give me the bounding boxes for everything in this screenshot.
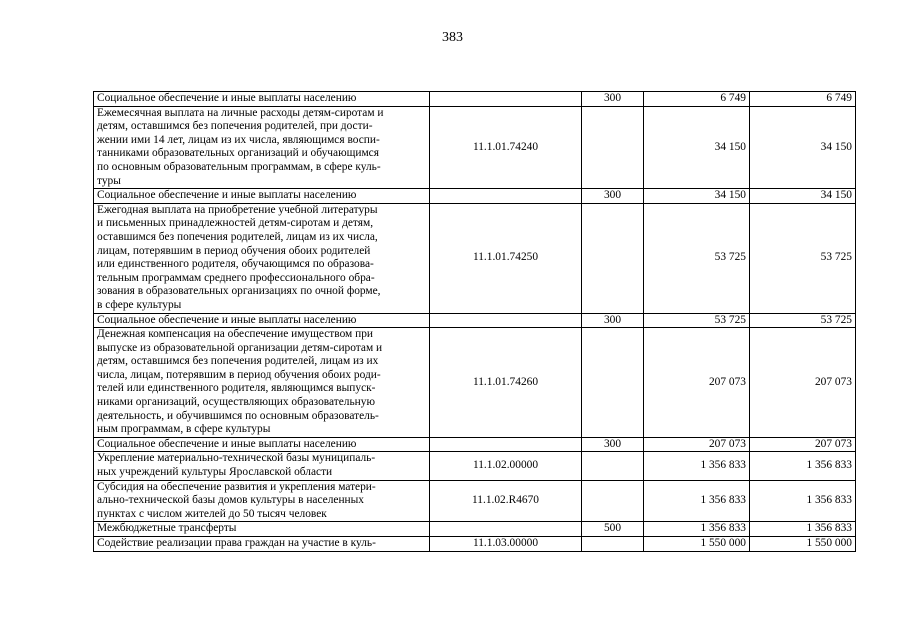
expense-name-line: танниками образовательных организаций и обучающимся xyxy=(97,147,379,160)
expense-name-cell xyxy=(94,480,430,522)
expense-name-cell xyxy=(94,203,430,313)
amount-year-2-cell: 1 550 000 xyxy=(750,537,856,552)
target-article-cell: 11.1.01.74240 xyxy=(430,106,582,189)
amount-year-1-cell: 1 356 833 xyxy=(644,480,750,522)
expense-name-line: выпуске из образовательной организации детям-сиротам и xyxy=(97,341,383,354)
expense-type-cell xyxy=(582,537,644,552)
expense-type-cell: 300 xyxy=(582,92,644,107)
table-row xyxy=(94,189,856,204)
budget-table xyxy=(93,91,856,552)
expense-name-line: Социальное обеспечение и иные выплаты населению xyxy=(97,313,357,326)
expense-name-line: телей или единственного родителя, являющимся выпуск- xyxy=(97,382,376,395)
amount-year-1-cell: 1 356 833 xyxy=(644,522,750,537)
table-row xyxy=(94,328,856,438)
expense-name-cell xyxy=(94,328,430,438)
expense-name-line: ально-технической базы домов культуры в населенных xyxy=(97,494,364,507)
amount-year-1-cell: 53 725 xyxy=(644,313,750,328)
table-row xyxy=(94,452,856,480)
expense-name-cell xyxy=(94,106,430,189)
expense-name-line: Межбюджетные трансферты xyxy=(97,522,237,535)
expense-name-line: Укрепление материально-технической базы муниципаль- xyxy=(97,452,376,465)
expense-name-line: никами организаций, осуществляющих образовательную xyxy=(97,396,375,409)
expense-name-line: ным программам, в сфере культуры xyxy=(97,423,271,436)
amount-year-2-cell: 34 150 xyxy=(750,106,856,189)
amount-year-2-cell: 207 073 xyxy=(750,437,856,452)
expense-name-line: жении ими 14 лет, лицам из их числа, являющимся воспи- xyxy=(97,133,380,146)
expense-name-line: деятельность, и обучившимся по основным образователь- xyxy=(97,409,379,422)
expense-name-line: туры xyxy=(97,174,121,187)
amount-year-1-cell: 207 073 xyxy=(644,328,750,438)
expense-name-line: Социальное обеспечение и иные выплаты населению xyxy=(97,92,357,104)
expense-name-line: детям, оставшимся без попечения родителей, лицам из их xyxy=(97,355,379,368)
amount-year-2-cell: 53 725 xyxy=(750,313,856,328)
table-row xyxy=(94,92,856,107)
table-row xyxy=(94,106,856,189)
expense-name-line: лицам, потерявшим в период обучения обоих родителей xyxy=(97,244,371,257)
expense-name-line: Денежная компенсация на обеспечение имуществом при xyxy=(97,328,373,341)
expense-name-line: числа, лицам, потерявшим в период обучения обоих роди- xyxy=(97,368,381,381)
expense-name-line: пунктах с числом жителей до 50 тысяч человек xyxy=(97,507,327,520)
target-article-cell: 11.1.02.R4670 xyxy=(430,480,582,522)
expense-name-line: и письменных принадлежностей детям-сиротам и детям, xyxy=(97,217,374,230)
target-article-cell xyxy=(430,313,582,328)
expense-name-line: в сфере культуры xyxy=(97,298,182,311)
expense-name-line: Ежемесячная выплата на личные расходы детям-сиротам и xyxy=(97,106,384,119)
target-article-cell: 11.1.03.00000 xyxy=(430,537,582,552)
expense-name-line: тельным программам среднего профессионального обра- xyxy=(97,271,375,284)
budget-table-body xyxy=(94,92,856,552)
expense-name-cell xyxy=(94,537,430,552)
amount-year-2-cell: 1 356 833 xyxy=(750,522,856,537)
amount-year-1-cell: 6 749 xyxy=(644,92,750,107)
expense-name-line: оставшимся без попечения родителей, лицам из их числа, xyxy=(97,230,378,243)
target-article-cell xyxy=(430,437,582,452)
table-row xyxy=(94,437,856,452)
amount-year-1-cell: 34 150 xyxy=(644,106,750,189)
expense-name-line: по основным образовательным программам, в сфере куль- xyxy=(97,160,381,173)
amount-year-1-cell: 1 550 000 xyxy=(644,537,750,552)
expense-name-line: ных учреждений культуры Ярославской области xyxy=(97,466,333,479)
amount-year-2-cell: 53 725 xyxy=(750,203,856,313)
expense-name-line: детям, оставшимся без попечения родителей, при дости- xyxy=(97,120,373,133)
expense-name-line: или единственного родителя, обучающимся по образова- xyxy=(97,258,374,271)
expense-type-cell xyxy=(582,480,644,522)
target-article-cell: 11.1.01.74260 xyxy=(430,328,582,438)
amount-year-1-cell: 207 073 xyxy=(644,437,750,452)
expense-name-cell xyxy=(94,313,430,328)
expense-name-line: зования в образовательных организациях по очной форме, xyxy=(97,285,381,298)
amount-year-1-cell: 53 725 xyxy=(644,203,750,313)
expense-type-cell: 500 xyxy=(582,522,644,537)
amount-year-2-cell: 207 073 xyxy=(750,328,856,438)
table-row xyxy=(94,313,856,328)
table-row xyxy=(94,203,856,313)
amount-year-2-cell: 1 356 833 xyxy=(750,480,856,522)
table-row xyxy=(94,522,856,537)
expense-name-cell xyxy=(94,452,430,480)
expense-type-cell: 300 xyxy=(582,313,644,328)
expense-type-cell: 300 xyxy=(582,189,644,204)
expense-type-cell: 300 xyxy=(582,437,644,452)
expense-name-cell xyxy=(94,437,430,452)
amount-year-1-cell: 1 356 833 xyxy=(644,452,750,480)
expense-type-cell xyxy=(582,452,644,480)
expense-type-cell xyxy=(582,106,644,189)
table-row xyxy=(94,480,856,522)
page-number: 383 xyxy=(442,30,463,45)
expense-name-cell xyxy=(94,522,430,537)
expense-name-line: Социальное обеспечение и иные выплаты населению xyxy=(97,189,357,202)
target-article-cell: 11.1.01.74250 xyxy=(430,203,582,313)
expense-name-line: Содействие реализации права граждан на участие в куль- xyxy=(97,537,376,549)
expense-name-line: Субсидия на обеспечение развития и укрепления матери- xyxy=(97,480,376,493)
table-row xyxy=(94,537,856,552)
amount-year-2-cell: 6 749 xyxy=(750,92,856,107)
target-article-cell xyxy=(430,189,582,204)
expense-name-line: Социальное обеспечение и иные выплаты населению xyxy=(97,437,357,450)
expense-name-cell xyxy=(94,92,430,107)
expense-name-line: Ежегодная выплата на приобретение учебной литературы xyxy=(97,203,378,216)
amount-year-1-cell: 34 150 xyxy=(644,189,750,204)
expense-type-cell xyxy=(582,203,644,313)
amount-year-2-cell: 1 356 833 xyxy=(750,452,856,480)
target-article-cell: 11.1.02.00000 xyxy=(430,452,582,480)
amount-year-2-cell: 34 150 xyxy=(750,189,856,204)
expense-type-cell xyxy=(582,328,644,438)
target-article-cell xyxy=(430,522,582,537)
expense-name-cell xyxy=(94,189,430,204)
target-article-cell xyxy=(430,92,582,107)
